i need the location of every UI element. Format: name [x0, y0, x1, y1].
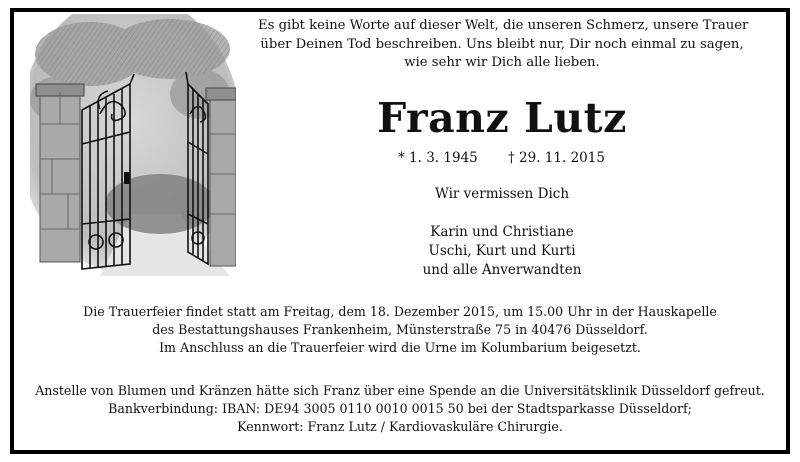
- life-dates: [258, 150, 746, 170]
- mourner-line: Karin und Christiane: [430, 224, 574, 240]
- ceremony-line: des Bestattungshauses Frankenheim, Münsterstraße 75 in 40476 Düsseldorf.: [152, 322, 648, 337]
- mourners-list: [258, 223, 746, 280]
- mourner-line: Uschi, Kurt und Kurti: [428, 243, 576, 259]
- death-date: † 29. 11. 2015: [508, 150, 605, 166]
- donation-notice: [24, 382, 776, 436]
- miss-line: Wir vermissen Dich: [434, 186, 570, 202]
- ceremony-notice: [24, 303, 776, 357]
- verse-line: wie sehr wir Dich alle lieben.: [404, 55, 600, 70]
- donation-line: Anstelle von Blumen und Kränzen hätte sich Franz über eine Spende an die Universitätsklinik Düsseldorf gefreut.: [35, 383, 765, 398]
- verse-line: über Deinen Tod beschreiben. Uns bleibt nur, Dir noch einmal zu sagen,: [260, 36, 744, 52]
- garden-gate-illustration: [30, 14, 236, 276]
- opening-verse: [258, 17, 749, 73]
- ceremony-line: Im Anschluss an die Trauerfeier wird die Urne im Kolumbarium beigesetzt.: [159, 340, 641, 355]
- mourner-line: und alle Anverwandten: [422, 262, 582, 278]
- verse-line: Es gibt keine Worte auf dieser Welt, die unseren Schmerz, unsere Trauer: [258, 18, 749, 33]
- donation-line: Kennwort: Franz Lutz / Kardiovaskuläre Chirurgie.: [237, 419, 563, 434]
- deceased-name: Franz Lutz: [377, 94, 627, 142]
- birth-date: * 1. 3. 1945: [398, 150, 478, 166]
- donation-line: Bankverbindung: IBAN: DE94 3005 0110 0010 0015 50 bei der Stadtsparkasse Düsseldorf;: [108, 401, 692, 416]
- ceremony-line: Die Trauerfeier findet statt am Freitag, dem 18. Dezember 2015, um 15.00 Uhr in der Hauskapelle: [83, 304, 717, 319]
